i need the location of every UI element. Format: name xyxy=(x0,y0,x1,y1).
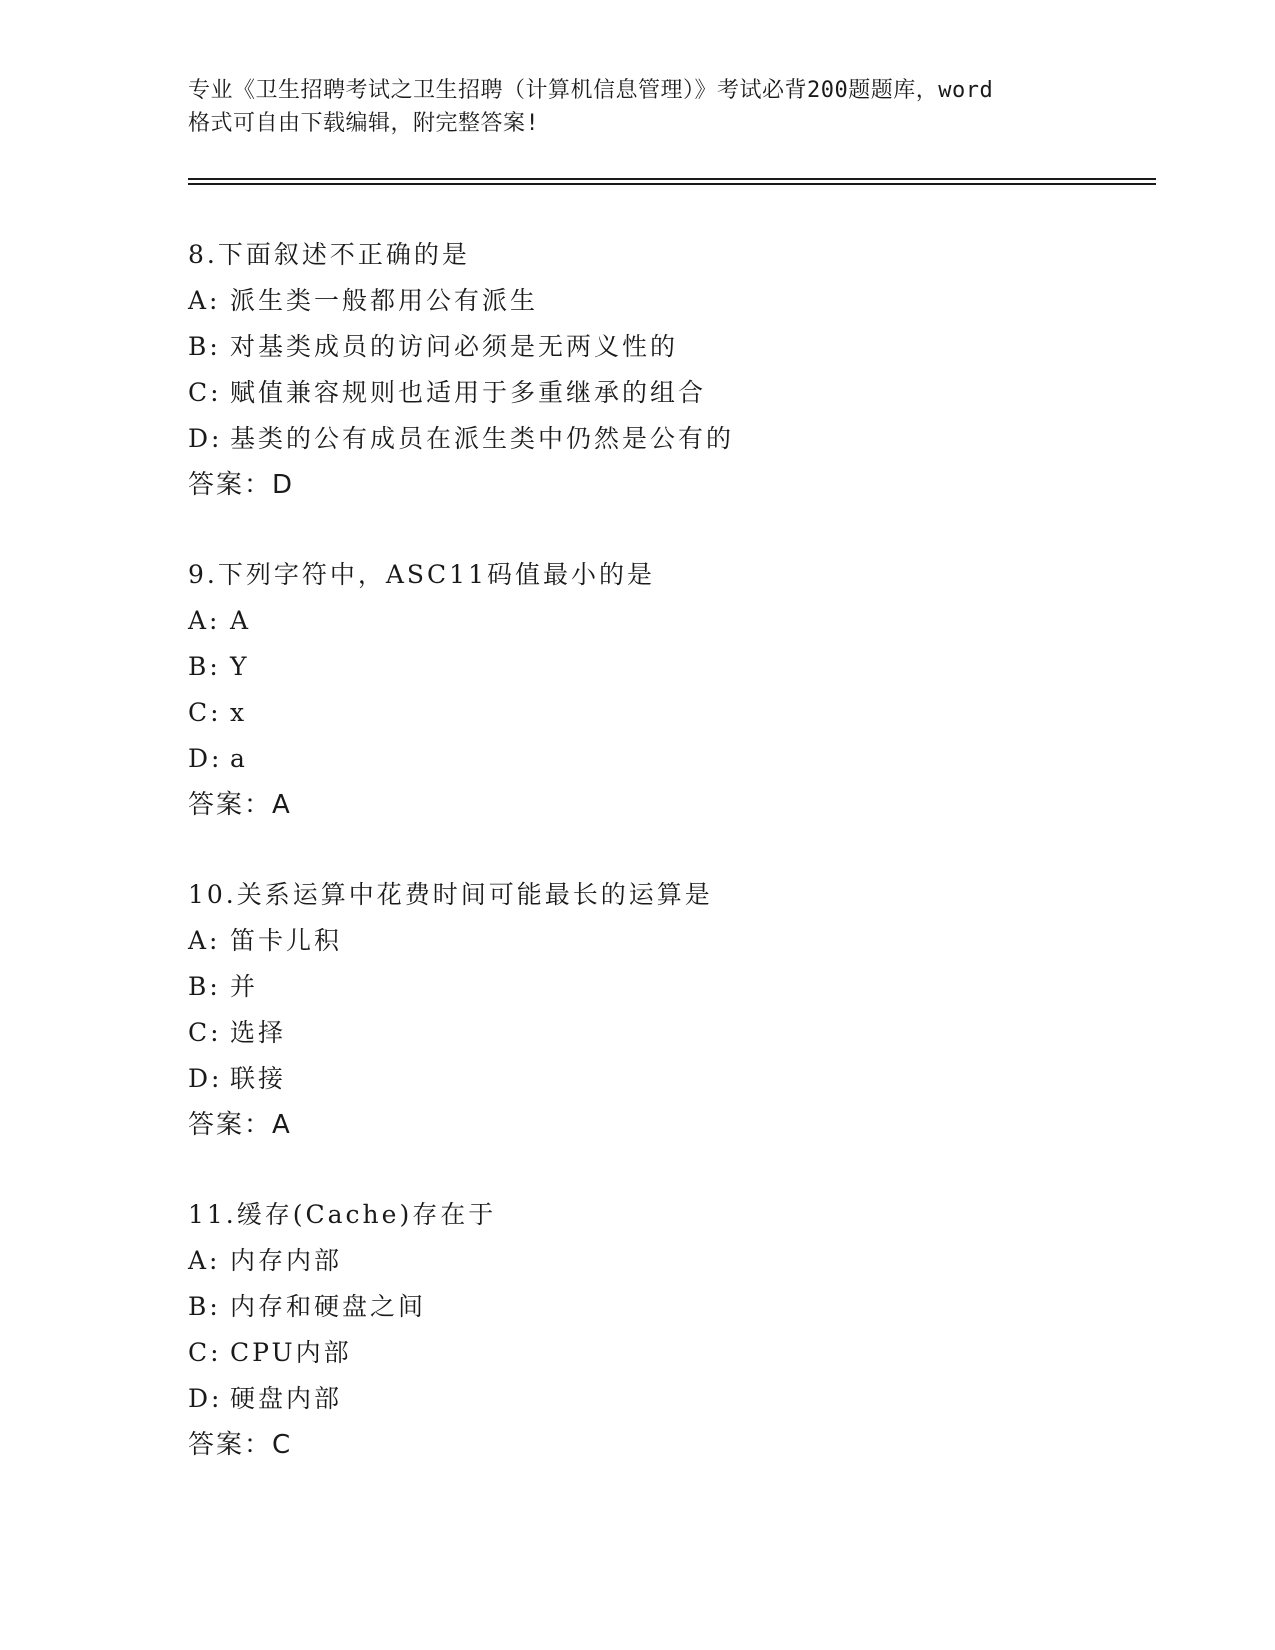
answer: 答案：D xyxy=(188,470,295,500)
option-text: 内存内部 xyxy=(230,1246,343,1275)
option-key: A: xyxy=(188,286,221,315)
option-a xyxy=(188,598,1148,644)
question-8 xyxy=(188,232,1148,552)
option-a xyxy=(188,1238,1148,1284)
option-key: C: xyxy=(188,1018,222,1047)
header-line-1: 专业《卫生招聘考试之卫生招聘（计算机信息管理）》考试必背200题题库，word xyxy=(188,78,994,103)
option-b xyxy=(188,1284,1148,1330)
option-text: 对基类成员的访问必须是无两义性的 xyxy=(230,332,679,361)
question-title: 9.下列字符中，ASC11码值最小的是 xyxy=(188,560,655,589)
option-c xyxy=(188,690,1148,736)
header-line-2: 格式可自由下载编辑，附完整答案! xyxy=(188,111,540,136)
option-key: B: xyxy=(188,652,221,681)
option-key: D: xyxy=(188,1064,223,1093)
answer: 答案：A xyxy=(188,790,292,820)
option-d xyxy=(188,736,1148,782)
option-c xyxy=(188,370,1148,416)
answer: 答案：C xyxy=(188,1430,293,1460)
option-key: D: xyxy=(188,1384,223,1413)
option-text: a xyxy=(230,744,248,773)
option-key: C: xyxy=(188,1338,222,1367)
option-text: 选择 xyxy=(230,1018,287,1047)
question-title: 8.下面叙述不正确的是 xyxy=(188,240,470,269)
question-title: 11.缓存(Cache)存在于 xyxy=(188,1200,497,1229)
option-text: 派生类一般都用公有派生 xyxy=(230,286,539,315)
option-b xyxy=(188,644,1148,690)
option-key: A: xyxy=(188,606,221,635)
option-c xyxy=(188,1010,1148,1056)
option-b xyxy=(188,324,1148,370)
option-key: B: xyxy=(188,972,221,1001)
option-key: B: xyxy=(188,332,221,361)
option-text: 内存和硬盘之间 xyxy=(230,1292,427,1321)
option-text: 基类的公有成员在派生类中仍然是公有的 xyxy=(230,424,735,453)
option-text: A xyxy=(230,606,252,635)
option-text: 并 xyxy=(230,972,259,1001)
option-key: D: xyxy=(188,424,223,453)
answer: 答案：A xyxy=(188,1110,292,1140)
option-text: 硬盘内部 xyxy=(230,1384,343,1413)
option-key: D: xyxy=(188,744,223,773)
option-d xyxy=(188,1376,1148,1422)
option-a xyxy=(188,278,1148,324)
option-key: B: xyxy=(188,1292,221,1321)
option-c xyxy=(188,1330,1148,1376)
option-text: Y xyxy=(230,652,250,681)
option-text: 笛卡儿积 xyxy=(230,926,343,955)
option-key: C: xyxy=(188,378,222,407)
question-list xyxy=(188,232,1148,1512)
option-text: 赋值兼容规则也适用于多重继承的组合 xyxy=(230,378,707,407)
question-title: 10.关系运算中花费时间可能最长的运算是 xyxy=(188,880,713,909)
question-9 xyxy=(188,552,1148,872)
header-divider-bottom xyxy=(188,183,1156,185)
option-d xyxy=(188,416,1148,462)
option-text: CPU内部 xyxy=(230,1338,352,1367)
question-10 xyxy=(188,872,1148,1192)
option-text: 联接 xyxy=(230,1064,287,1093)
option-key: A: xyxy=(188,926,221,955)
option-key: C: xyxy=(188,698,222,727)
option-text: x xyxy=(230,698,248,727)
option-key: A: xyxy=(188,1246,221,1275)
header-divider-top xyxy=(188,178,1156,180)
option-b xyxy=(188,964,1148,1010)
document-header xyxy=(188,74,1088,140)
question-11 xyxy=(188,1192,1148,1512)
option-a xyxy=(188,918,1148,964)
option-d xyxy=(188,1056,1148,1102)
